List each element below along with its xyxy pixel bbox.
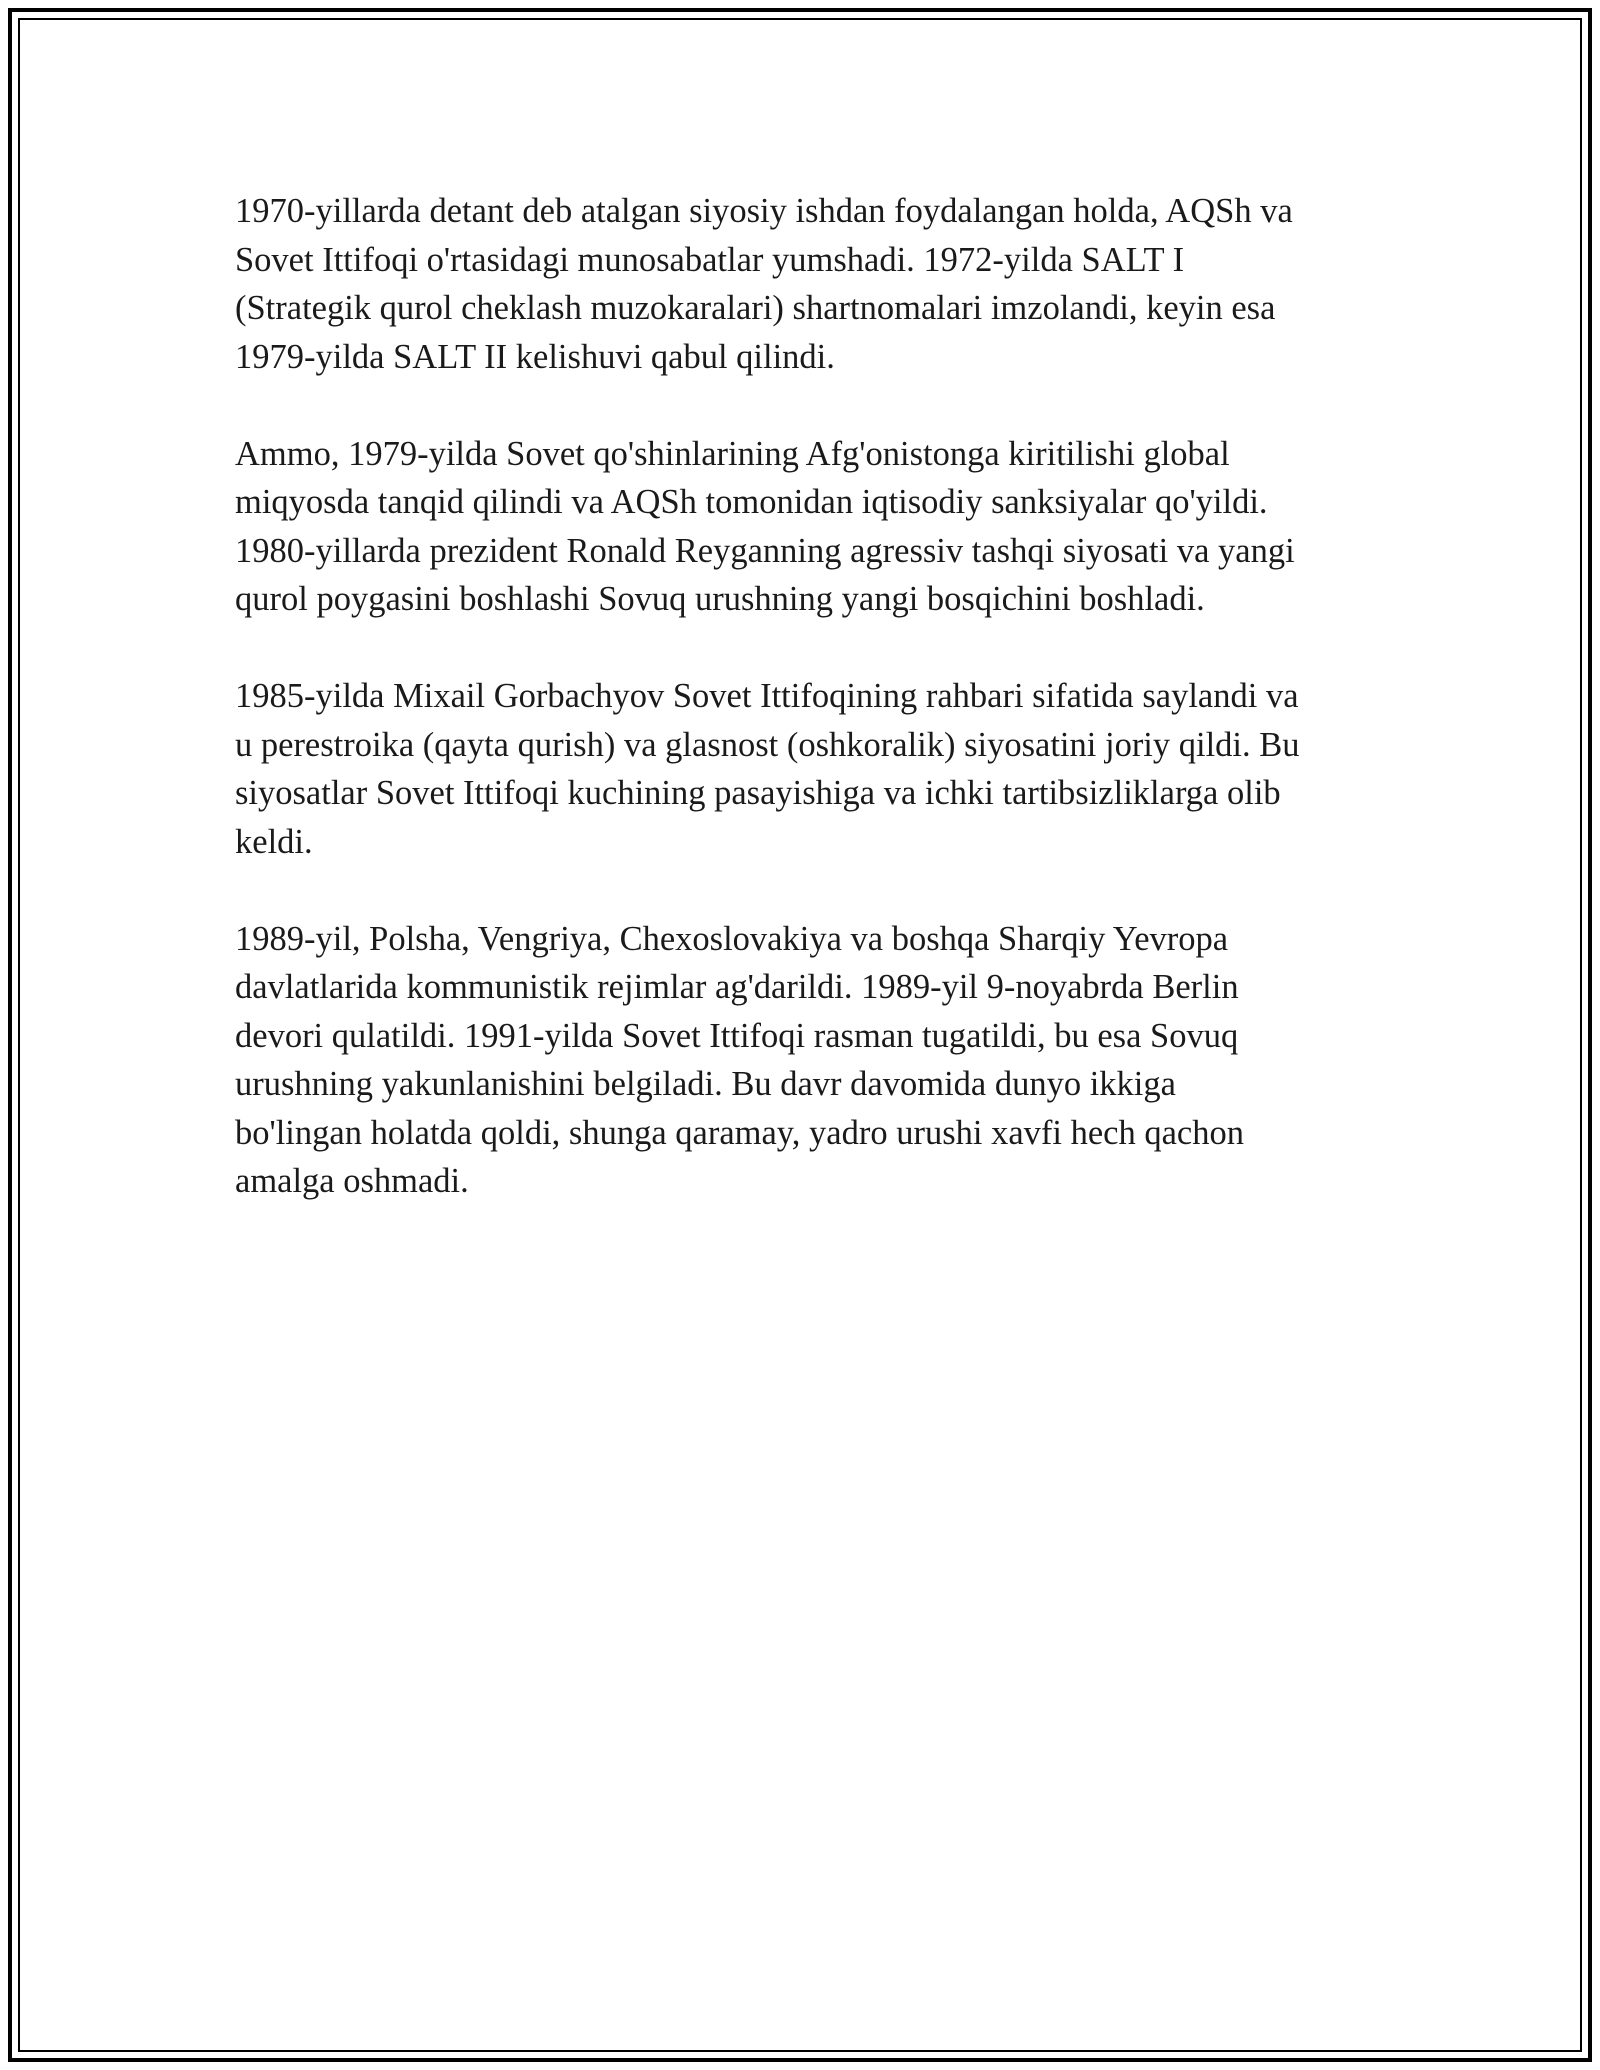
text-line: 1979-yilda SALT II kelishuvi qabul qilindi. — [235, 337, 835, 376]
text-line: qurol poygasini boshlashi Sovuq urushning yangi bosqichini boshladi. — [235, 580, 1205, 618]
document-body — [235, 187, 1375, 1254]
text-line: devori qulatildi. 1991-yilda Sovet Ittifoqi rasman tugatildi, bu esa Sovuq — [235, 1016, 1239, 1055]
text-line: miqyosda tanqid qilindi va AQSh tomonidan iqtisodiy sanksiyalar qo'yildi. — [235, 483, 1268, 521]
paragraph-afghanistan — [235, 430, 1375, 624]
text-line: Sovet Ittifoqi o'rtasidagi munosabatlar yumshadi. 1972-yilda SALT I — [235, 240, 1185, 279]
text-line: amalga oshmadi. — [235, 1162, 469, 1200]
text-line: 1980-yillarda prezident Ronald Reyganning agressiv tashqi siyosati va yangi — [235, 531, 1295, 570]
text-line: urushning yakunlanishini belgiladi. Bu davr davomida dunyo ikkiga — [235, 1065, 1176, 1103]
text-line: u perestroika (qayta qurish) va glasnost (oshkoralik) siyosatini joriy qildi. Bu — [235, 725, 1300, 764]
text-line: 1985-yilda Mixail Gorbachyov Sovet Ittifoqining rahbari sifatida saylandi va — [235, 677, 1299, 715]
text-line: siyosatlar Sovet Ittifoqi kuchining pasayishiga va ichki tartibsizliklarga olib — [235, 774, 1281, 812]
text-line: (Strategik qurol cheklash muzokaralari) shartnomalari imzolandi, keyin esa — [235, 289, 1276, 327]
paragraph-end-of-cold-war — [235, 915, 1375, 1206]
paragraph-gorbachev — [235, 672, 1375, 866]
text-line: 1989-yil, Polsha, Vengriya, Chexoslovakiya va boshqa Sharqiy Yevropa — [235, 919, 1229, 958]
text-line: davlatlarida kommunistik rejimlar ag'darildi. 1989-yil 9-noyabrda Berlin — [235, 968, 1239, 1006]
text-line: 1970-yillarda detant deb atalgan siyosiy ishdan foydalangan holda, AQSh va — [235, 192, 1293, 230]
text-line: keldi. — [235, 822, 313, 861]
text-line: Ammo, 1979-yilda Sovet qo'shinlarining Afg'onistonga kiritilishi global — [235, 434, 1230, 473]
paragraph-detente — [235, 187, 1375, 381]
text-line: bo'lingan holatda qoldi, shunga qaramay, yadro urushi xavfi hech qachon — [235, 1113, 1244, 1152]
